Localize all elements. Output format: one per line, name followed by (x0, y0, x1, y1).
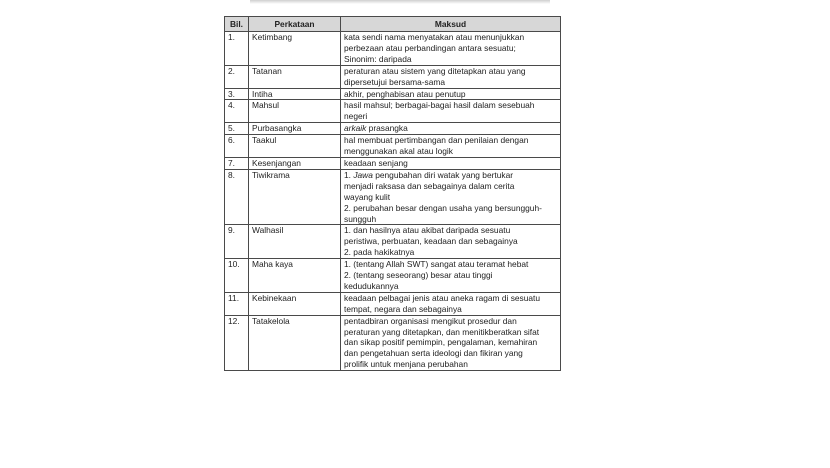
label-abbreviation: arkaik (344, 123, 367, 134)
row-word: Purbasangka (249, 123, 341, 135)
meaning-line: sungguh (344, 213, 377, 224)
row-meaning (341, 100, 561, 123)
row-word: Intiha (249, 88, 341, 100)
row-meaning (341, 315, 561, 371)
header-number: Bil. (225, 17, 249, 32)
table-row (225, 292, 561, 315)
row-meaning (341, 88, 561, 100)
scan-edge (250, 0, 550, 4)
meaning-line: dan pengetahuan serta ideologi dan fikiran yang (344, 348, 523, 359)
meaning-line: keadaan senjang (344, 157, 408, 168)
meaning-line (344, 123, 557, 134)
row-word: Ketimbang (249, 32, 341, 66)
meaning-line: tempat, negara dan sebagainya (344, 303, 462, 314)
row-number: 7. (225, 157, 249, 169)
meaning-line: 2. (tentang seseorang) besar atau tinggi (344, 270, 493, 281)
meaning-line: peraturan atau sistem yang ditetapkan atau yang (344, 65, 526, 76)
row-number: 6. (225, 135, 249, 158)
row-number: 3. (225, 88, 249, 100)
table-row (225, 65, 561, 88)
meaning-line: 1. Jawa pengubahan diri watak yang bertukar (344, 169, 514, 180)
table-row (225, 123, 561, 135)
row-word: Maha kaya (249, 259, 341, 293)
row-meaning (341, 123, 561, 135)
meaning-line: dipersetujui bersama-sama (344, 76, 446, 87)
row-meaning (341, 259, 561, 293)
row-meaning (341, 292, 561, 315)
meaning-line: 2. pada hakikatnya (344, 247, 415, 258)
row-number: 2. (225, 65, 249, 88)
meaning-line: peraturan yang ditetapkan, dan menitikberatkan sifat (344, 326, 540, 337)
meaning-line: menjadi raksasa dan sebagainya dalam cerita (344, 180, 515, 191)
meaning-line: hal membuat pertimbangan dan penilaian dengan (344, 135, 529, 146)
row-meaning (341, 225, 561, 259)
meaning-line: peristiwa, perbuatan, keadaan dan sebagainya (344, 236, 518, 247)
row-meaning (341, 32, 561, 66)
meaning-line: wayang kulit (344, 191, 391, 202)
meaning-line: 1. dan hasilnya atau akibat daripada sesuatu (344, 225, 511, 236)
row-meaning (341, 65, 561, 88)
meaning-line: pentadbiran organisasi mengikut prosedur dan (344, 315, 517, 326)
row-number: 1. (225, 32, 249, 66)
meaning-line: hasil mahsul; berbagai-bagai hasil dalam sesebuah (344, 100, 535, 111)
meaning-line: akhir, penghabisan atau penutup (344, 88, 466, 99)
row-number: 10. (225, 259, 249, 293)
row-word: Kesenjangan (249, 157, 341, 169)
table-row (225, 135, 561, 158)
meaning-line: keadaan pelbagai jenis atau aneka ragam di sesuatu (344, 292, 541, 303)
meaning-line: Sinonim: daripada (344, 53, 412, 64)
meaning-line: negeri (344, 111, 368, 122)
vocabulary-table (224, 16, 561, 371)
meaning-line: 2. perubahan besar dengan usaha yang bersungguh- (344, 202, 542, 213)
row-word: Taakul (249, 135, 341, 158)
table-row (225, 157, 561, 169)
meaning-text: prasangka (366, 123, 408, 134)
meaning-line: 1. (tentang Allah SWT) sangat atau teramat hebat (344, 259, 529, 270)
row-number: 8. (225, 169, 249, 225)
row-number: 11. (225, 292, 249, 315)
meaning-line: dan sikap positif pemimpin, pengalaman, kemahiran (344, 337, 538, 348)
row-word: Mahsul (249, 100, 341, 123)
row-word: Tatakelola (249, 315, 341, 371)
row-word: Tatanan (249, 65, 341, 88)
table-row (225, 259, 561, 293)
table-row (225, 88, 561, 100)
row-word: Tiwikrama (249, 169, 341, 225)
meaning-line: menggunakan akal atau logik (344, 146, 453, 157)
row-word: Walhasil (249, 225, 341, 259)
row-number: 4. (225, 100, 249, 123)
header-word: Perkataan (249, 17, 341, 32)
header-meaning: Maksud (341, 17, 561, 32)
row-number: 5. (225, 123, 249, 135)
row-meaning (341, 157, 561, 169)
row-meaning (341, 169, 561, 225)
meaning-line: kata sendi nama menyatakan atau menunjukkan (344, 32, 525, 42)
row-number: 12. (225, 315, 249, 371)
table-body (225, 32, 561, 371)
table-row (225, 32, 561, 66)
row-meaning (341, 135, 561, 158)
row-word: Kebinekaan (249, 292, 341, 315)
meaning-line: perbezaan atau perbandingan antara sesuatu; (344, 42, 516, 53)
row-number: 9. (225, 225, 249, 259)
table-row (225, 100, 561, 123)
table-row (225, 225, 561, 259)
table-row (225, 315, 561, 371)
meaning-line: kedudukannya (344, 280, 399, 291)
table-row (225, 169, 561, 225)
meaning-line: prolifik untuk menjana perubahan (344, 359, 468, 370)
table-header-row (225, 17, 561, 32)
